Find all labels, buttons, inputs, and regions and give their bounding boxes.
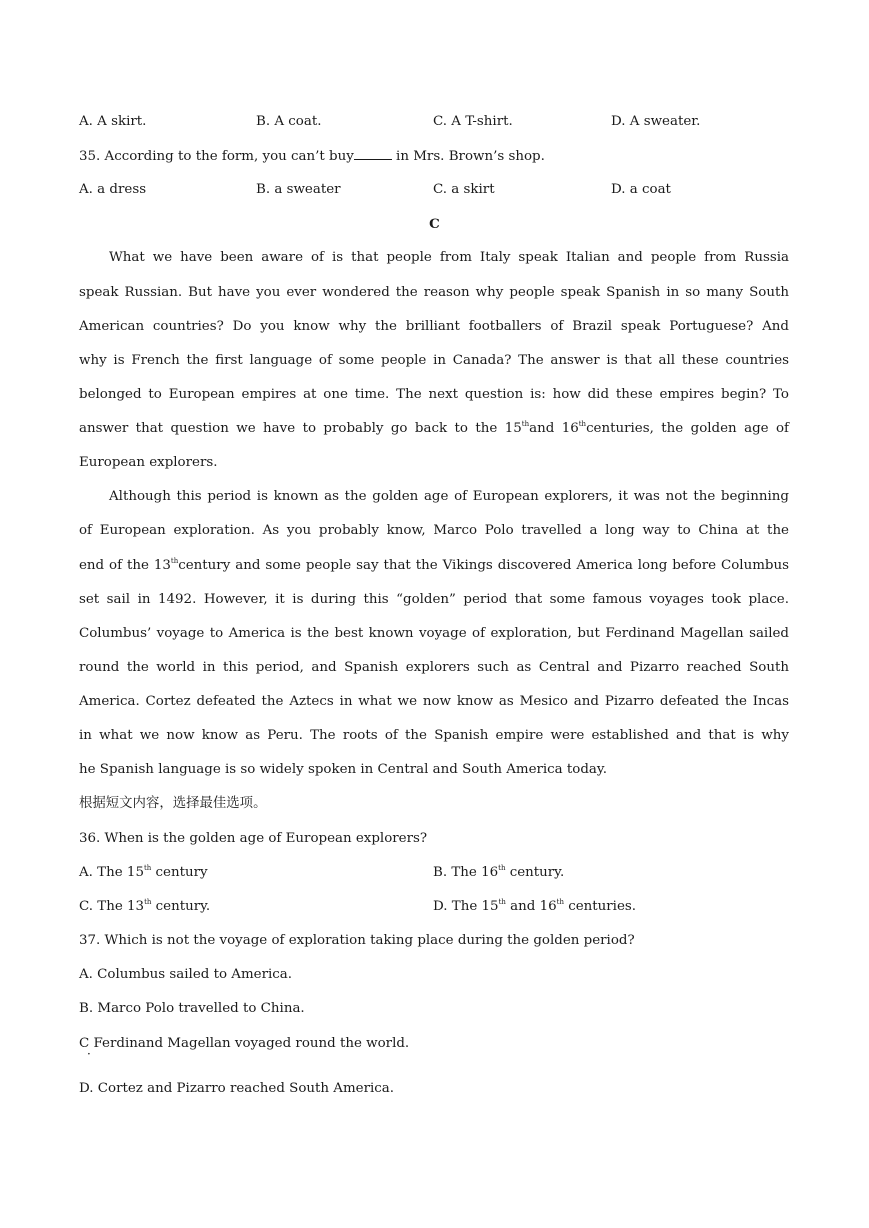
q37-option-c: C Ferdinand Magellan voyaged round the world. xyxy=(79,1036,410,1051)
passage-line: What we have been aware of is that people from Italy speak Italian and people from Russia xyxy=(109,250,789,265)
q37-option-d: D. Cortez and Pizarro reached South America. xyxy=(79,1081,395,1096)
ordinal-suffix: th xyxy=(143,864,152,872)
option-text: century. xyxy=(505,865,565,880)
option-text: A. The 15 xyxy=(79,865,144,880)
q34-option-c: C. A T-shirt. xyxy=(433,114,513,129)
passage-line: he Spanish language is so widely spoken in Central and South America today. xyxy=(79,762,607,777)
option-text: D. The 15 xyxy=(433,899,499,914)
q35-stem xyxy=(79,147,545,166)
q37-option-b: B. Marco Polo travelled to China. xyxy=(79,1001,305,1016)
ordinal-suffix: th xyxy=(170,557,179,565)
passage-line: speak Russian. But have you ever wondered the reason why people speak Spanish in so many South xyxy=(79,285,789,300)
passage-text: century and some people say that the Vikings discovered America long before Columbus xyxy=(178,558,789,573)
passage-text: answer that question we have to probably go back to the 15 xyxy=(79,421,522,436)
passage-line: why is French the first language of some people in Canada? The answer is that all these countries xyxy=(79,353,789,368)
q36-option-d xyxy=(433,898,636,916)
passage-text: centuries, the golden age of xyxy=(586,421,789,436)
q35-option-c: C. a skirt xyxy=(433,182,495,197)
passage-text: end of the 13 xyxy=(79,558,171,573)
instruction-text: 根据短文内容，选择最佳选项。 xyxy=(79,796,267,811)
answer-blank xyxy=(354,147,392,160)
passage-line: Although this period is known as the golden age of European explorers, it was not the beginning xyxy=(109,489,789,504)
option-text: C. The 13 xyxy=(79,899,145,914)
q34-option-b: B. A coat. xyxy=(256,114,322,129)
ordinal-suffix: th xyxy=(498,864,506,872)
passage-text: and 16 xyxy=(529,421,579,436)
option-text: and 16 xyxy=(505,899,557,914)
q36-stem: 36. When is the golden age of European explorers? xyxy=(79,831,428,846)
ordinal-suffix: th xyxy=(144,898,152,906)
q37-stem: 37. Which is not the voyage of exploration taking place during the golden period? xyxy=(79,933,635,948)
option-text: B. The 16 xyxy=(433,865,499,880)
passage-line: American countries? Do you know why the brilliant footballers of Brazil speak Portuguese? And xyxy=(79,319,789,334)
passage-line: America. Cortez defeated the Aztecs in what we now know as Mesico and Pizarro defeated the Incas xyxy=(79,694,789,709)
section-heading: C xyxy=(429,216,440,232)
passage-line: in what we now know as Peru. The roots of the Spanish empire were established and that is why xyxy=(79,728,789,743)
q35-option-b: B. a sweater xyxy=(256,182,341,197)
passage-line: of European exploration. As you probably know, Marco Polo travelled a long way to China at the xyxy=(79,523,789,538)
q36-option-b xyxy=(433,864,564,882)
stray-dot: · xyxy=(87,1047,91,1061)
q35-option-a: A. a dress xyxy=(79,182,147,197)
passage-line: European explorers. xyxy=(79,455,218,470)
q37-option-a: A. Columbus sailed to America. xyxy=(79,967,293,982)
q34-option-a: A. A skirt. xyxy=(79,114,147,129)
passage-line: set sail in 1492. However, it is during this “golden” period that some famous voyages took place. xyxy=(79,592,789,607)
ordinal-suffix: th xyxy=(498,898,506,906)
option-text: century. xyxy=(151,899,211,914)
passage-line xyxy=(79,420,789,438)
q35-option-d: D. a coat xyxy=(611,182,671,197)
ordinal-suffix: th xyxy=(521,420,530,428)
option-text: century xyxy=(151,865,208,880)
option-text: centuries. xyxy=(563,899,636,914)
passage-line: round the world in this period, and Spanish explorers such as Central and Pizarro reached South xyxy=(79,660,789,675)
q36-option-c xyxy=(79,898,210,916)
q34-option-d: D. A sweater. xyxy=(611,114,701,129)
passage-line: belonged to European empires at one time. The next question is: how did these empires begin? To xyxy=(79,387,789,402)
ordinal-suffix: th xyxy=(556,898,564,906)
passage-line xyxy=(79,557,789,575)
q36-option-a xyxy=(79,864,208,882)
ordinal-suffix: th xyxy=(578,420,587,428)
q35-stem-before: 35. According to the form, you can’t buy xyxy=(79,149,354,164)
passage-line: Columbus’ voyage to America is the best known voyage of exploration, but Ferdinand Magellan sailed xyxy=(79,626,789,641)
q35-stem-after: in Mrs. Brown’s shop. xyxy=(391,149,545,164)
